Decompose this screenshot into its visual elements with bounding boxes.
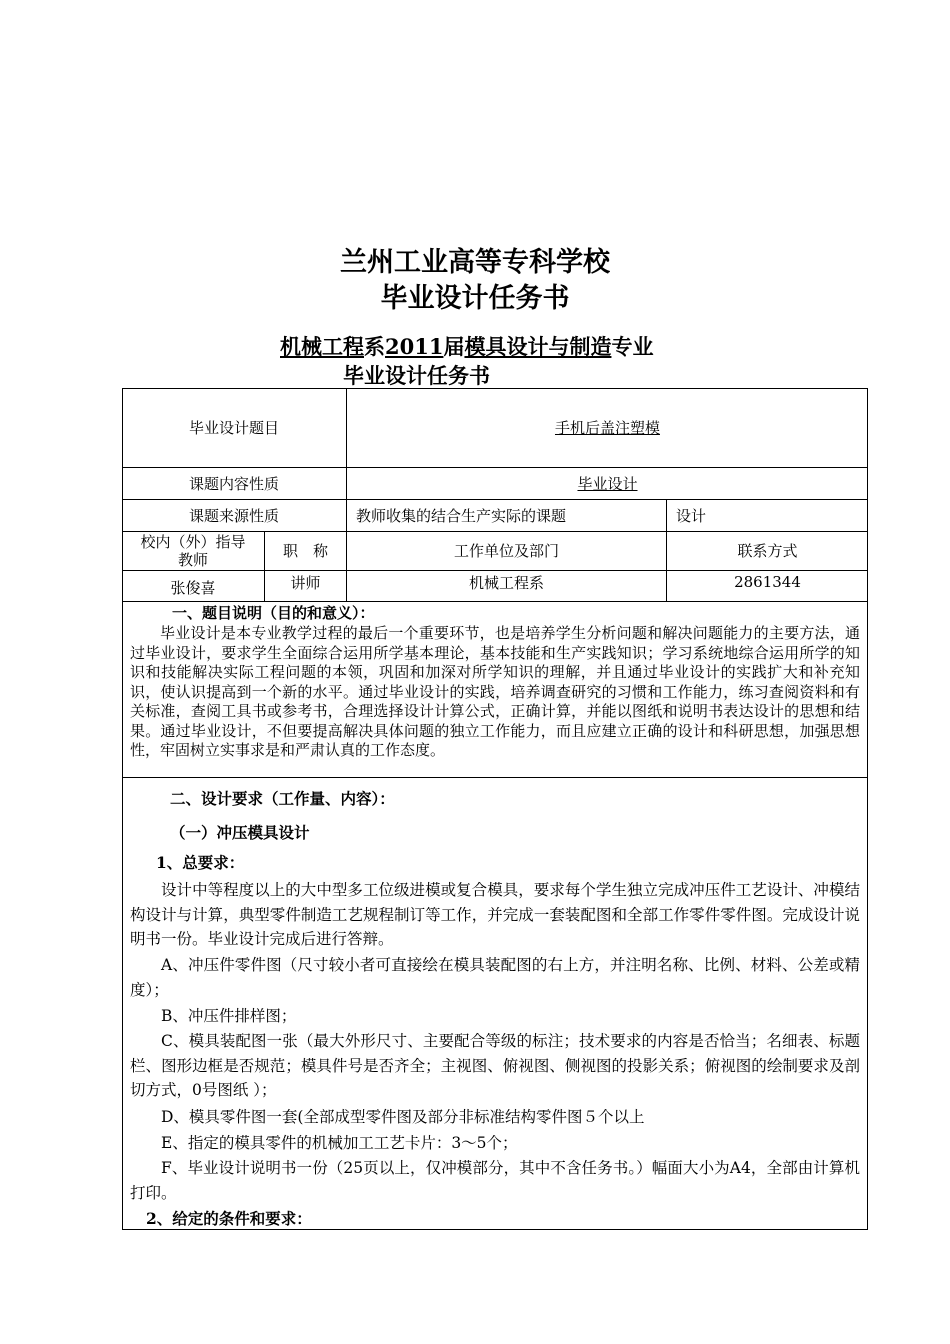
item-f: F、毕业设计说明书一份（25页以上，仅冲模部分，其中不含任务书。）幅面大小为A4，全部由计算机打印。 — [130, 1159, 860, 1202]
section2-sub1: （一）冲压模具设计 — [170, 823, 310, 842]
item1-heading: 1、总要求： — [156, 853, 245, 872]
department-suffix: 系 — [364, 334, 385, 359]
major-name: 模具设计与制造 — [464, 334, 612, 359]
item-b: B、冲压件排样图； — [161, 1007, 297, 1025]
department-name: 机械工程 — [280, 334, 364, 359]
document-title: 毕业设计任务书 — [380, 283, 570, 314]
col-contact-header: 联系方式 — [737, 542, 798, 560]
item-e: E、指定的模具零件的机械加工工艺卡片：3～5个； — [161, 1134, 518, 1152]
table-divider — [122, 777, 868, 778]
source-label: 课题来源性质 — [188, 506, 279, 525]
nature-value: 毕业设计 — [577, 474, 638, 493]
item-c: C、模具装配图一张（最大外形尺寸、主要配合等级的标注；技术要求的内容是否恰当；名细表、标题栏、图形边框是否规范；模具件号是否齐全；主视图、俯视图、侧视图的投影关系；俯视图的绘制要求及剖切方式，0号图纸 ）； — [130, 1032, 860, 1099]
topic-label: 毕业设计题目 — [188, 419, 279, 437]
table-divider — [122, 601, 868, 602]
section2-heading: 二、设计要求（工作量、内容）： — [170, 789, 395, 808]
advisor-title: 讲师 — [290, 573, 321, 592]
item-d: D、模具零件图一套(全部成型零件图及部分非标准结构零件图５个以上 — [161, 1108, 645, 1126]
item1-body: 设计中等程度以上的大中型多工位级进模或复合模具，要求每个学生独立完成冲压件工艺设计、冲模结构设计与计算，典型零件制造工艺规程制订等工作，并完成一套装配图和全部工作零件零件图。完成设计说明书一份。毕业设计完成后进行答辩。 — [130, 881, 860, 948]
year-suffix: 届 — [443, 334, 465, 359]
advisor-label: 校内（外）指导 教师 — [140, 532, 246, 569]
col-unit-header: 工作单位及部门 — [453, 542, 559, 560]
col-title-header: 职 称 — [282, 542, 328, 560]
item-a: A、冲压件零件图（尺寸较小者可直接绘在模具装配图的右上方，并注明名称、比例、材料、公差或精度）； — [130, 956, 860, 999]
class-year: 2011 — [385, 334, 444, 359]
document-subtitle: 毕业设计任务书 — [343, 363, 490, 388]
source-type: 设计 — [676, 506, 707, 525]
topic-value: 手机后盖注塑模 — [554, 419, 660, 437]
advisor-name: 张俊喜 — [170, 579, 216, 597]
item2-heading: 2、给定的条件和要求： — [146, 1209, 312, 1228]
source-value: 教师收集的结合生产实际的课题 — [356, 506, 567, 525]
major-suffix: 专业 — [611, 334, 654, 359]
nature-label: 课题内容性质 — [188, 474, 279, 493]
section1-body: 毕业设计是本专业教学过程的最后一个重要环节，也是培养学生分析问题和解决问题能力的主要方法，通过毕业设计，要求学生全面综合运用所学基本理论，基本技能和生产实践知识；学习系统地综合运用所学的知识和技能解决实际工程问题的本领，巩固和加深对所学知识的理解，并且通过毕业设计的实践扩大和补充知识，使认识提高到一个新的水平。通过毕业设计的实践，培养调查研究的习惯和工作能力，练习查阅资料和有关标准，查阅工具书或参考书，合理选择设计计算公式，正确计算，并能以图纸和说明书表达设计的思想和结果。通过毕业设计，不但要提高解决具体问题的独立工作能力，而且应建立正确的设计和科研思想，加强思想性，牢固树立实事求是和严肃认真的工作态度。 — [130, 624, 860, 759]
department-line — [280, 333, 653, 361]
advisor-phone: 2861344 — [734, 573, 801, 591]
section1-heading: 一、题目说明（目的和意义）： — [172, 604, 375, 622]
advisor-unit: 机械工程系 — [468, 573, 544, 592]
school-name: 兰州工业高等专科学校 — [340, 247, 610, 278]
